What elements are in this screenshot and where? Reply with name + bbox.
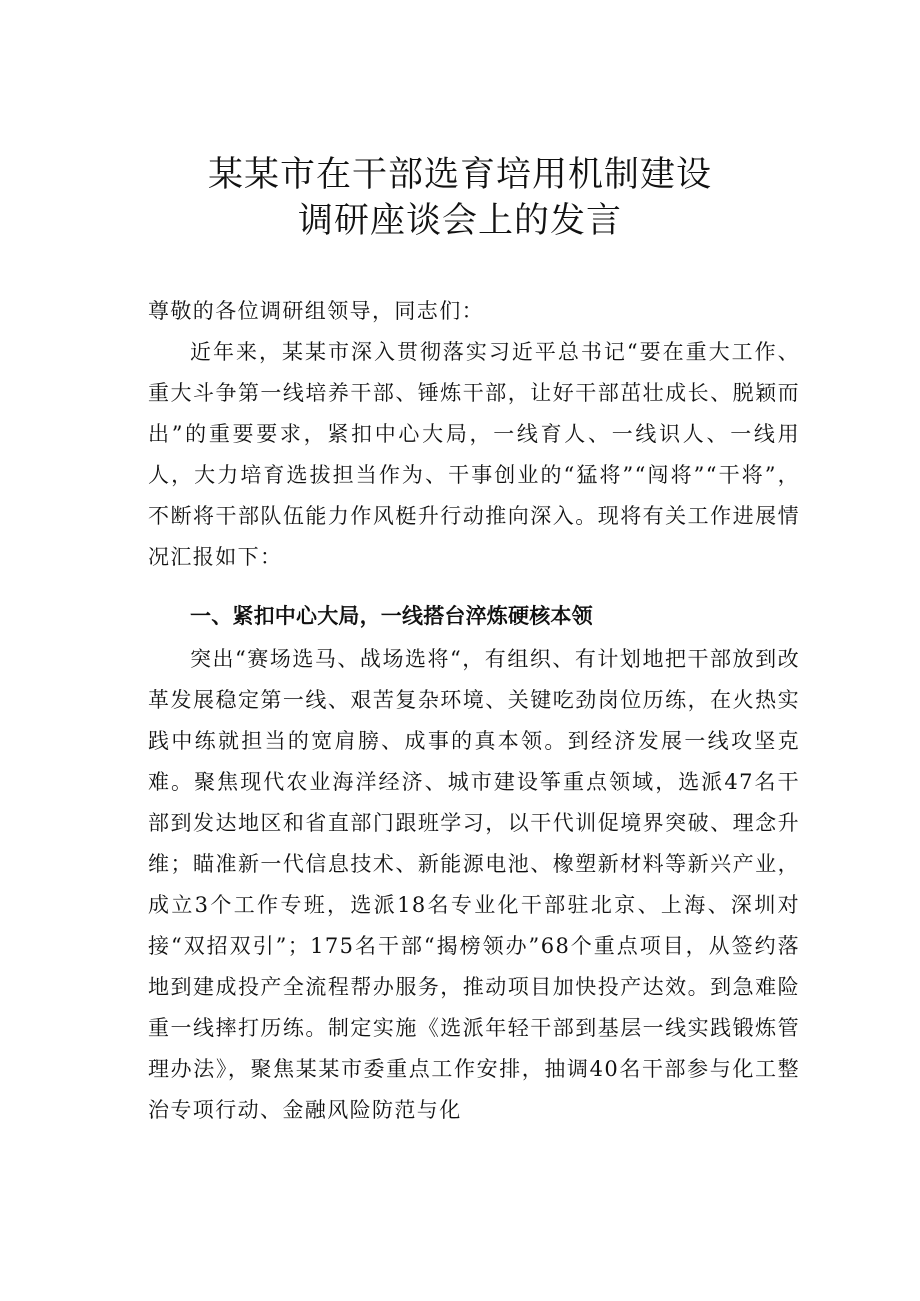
salutation: 尊敬的各位调研组领导，同志们：	[148, 299, 484, 323]
intro-paragraph: 近年来，某某市深入贯彻落实习近平总书记“要在重大工作、重大斗争第一线培养干部、锤炼干部，让好干部茁壮成长、脱颖而出”的重要要求，紧扣中心大局，一线育人、一线识人、一线用人，大力培育选拔担当作为、干事创业的“猛将”“闯将”“干将”，不断将干部队伍能力作风梃升行动推向深入。现将有关工作进展情况汇报如下：	[148, 340, 801, 569]
section-1-paragraph: 突出“赛场选马、战场选将“，有组织、有计划地把干部放到改革发展稳定第一线、艰苦复杂环境、关键吃劲岗位历练，在火热实践中练就担当的宽肩膀、成事的真本领。到经济发展一线攻坚克难。聚焦现代农业海洋经济、城市建设筝重点领域，选派47名干部到发达地区和省直部门跟班学习，以干代训促境界突破、理念升维；瞄准新一代信息技术、新能源电池、橡塑新材料等新兴产业，成立3个工作专班，选派18名专业化干部驻北京、上海、深圳对接“双招双引”；175名干部“揭榜领办”68个重点项目，从签约落地到建成投产全流程帮办服务，推动项目加快投产达效。到急难险重一线摔打历练。制定实施《选派年轻干部到基层一线实践锻炼管理办法》，聚焦某某市委重点工作安排，抽调40名干部参与化工整治专项行动、金融风险防范与化	[148, 647, 800, 1122]
section-1-heading: 一、紧扣中心大局，一线搭台淬炼硬核本领	[190, 604, 593, 628]
document-title-line-2: 调研座谈会上的发言	[297, 201, 622, 241]
document-title-line-1: 某某市在干部选育培用机制建设	[207, 155, 712, 195]
